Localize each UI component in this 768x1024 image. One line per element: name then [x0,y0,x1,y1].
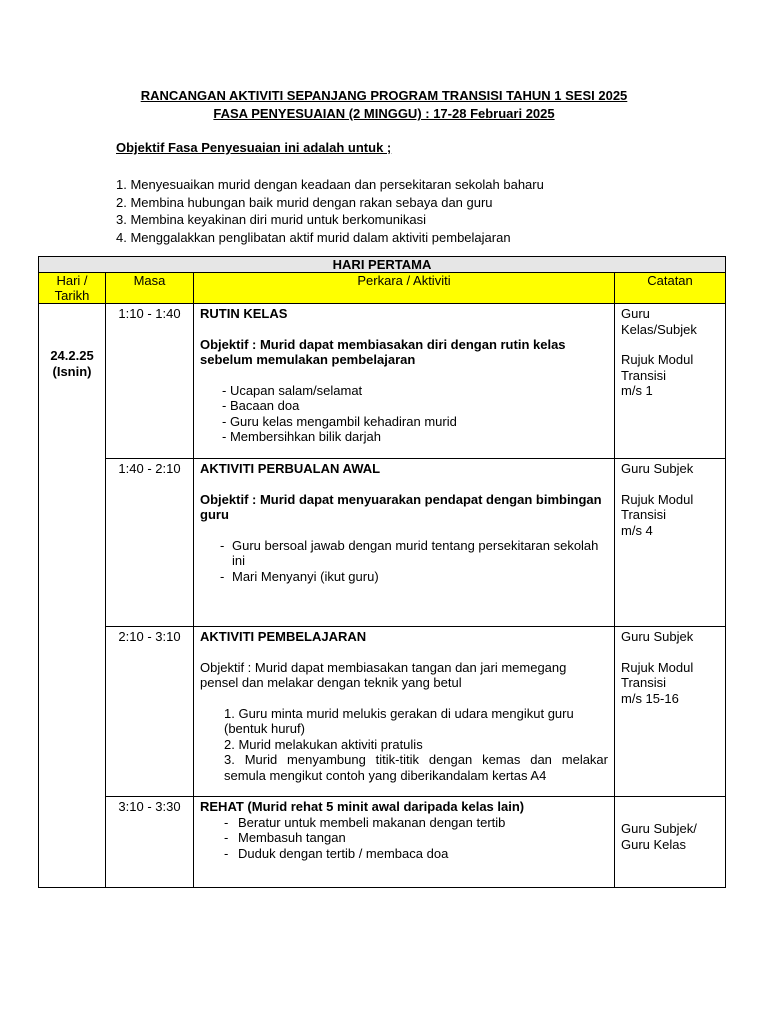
activity-item: 2. Murid melakukan aktiviti pratulis [224,736,423,752]
notes-line: Rujuk Modul Transisi [621,491,694,522]
notes-line: m/s 15-16 [621,690,679,706]
day-title: HARI PERTAMA [39,257,726,273]
notes-line: m/s 1 [621,383,653,398]
objective-item: 1. Menyesuaikan murid dengan keadaan dan persekitaran sekolah baharu [116,177,544,192]
activity-item: - Membersihkan bilik darjah [222,429,381,444]
header-hari-tarikh [39,273,106,304]
activity-cell [194,797,615,888]
time-cell: 3:10 - 3:30 [106,797,194,888]
notes-line: Guru Subjek/ [621,821,697,836]
objectives-list [116,176,544,246]
table-row [39,797,726,888]
activity-item: - Bacaan doa [222,398,300,413]
notes-cell [615,627,726,797]
header-masa: Masa [106,273,194,304]
activity-title: RUTIN KELAS [200,306,288,321]
objective-item: 4. Menggalakkan penglibatan aktif murid dalam aktiviti pembelajaran [116,229,511,245]
activity-item: - Ucapan salam/selamat [222,382,363,398]
activity-item: - Guru bersoal jawab dengan murid tentang persekitaran sekolah ini [220,537,599,568]
weekday-value: (Isnin) [52,364,92,379]
notes-line: Rujuk Modul Transisi [621,659,694,690]
table-row [39,459,726,627]
activity-title: AKTIVITI PEMBELAJARAN [200,629,367,644]
activity-cell [194,627,615,797]
activity-objective: Objektif : Murid dapat membiasakan tangan dan jari memegang pensel dan melakar dengan teknik yang betul [200,659,567,690]
notes-cell [615,459,726,627]
objective-item: 3. Membina keyakinan diri murid untuk berkomunikasi [116,212,426,227]
objective-item: 2. Membina hubungan baik murid dengan rakan sebaya dan guru [116,194,493,210]
activity-cell [194,304,615,459]
header-catatan: Catatan [615,273,726,304]
activity-item: - Guru kelas mengambil kehadiran murid [222,413,457,429]
table-row [39,304,726,459]
notes-cell [615,797,726,888]
activity-title: AKTIVITI PERBUALAN AWAL [200,461,381,476]
document-title: RANCANGAN AKTIVITI SEPANJANG PROGRAM TRANSISI TAHUN 1 SESI 2025 [140,88,628,103]
activity-item: 1. Guru minta murid melukis gerakan di udara mengikut guru (bentuk huruf) [224,705,574,736]
date-cell [39,304,106,888]
activity-title: REHAT (Murid rehat 5 minit awal daripada kelas lain) [200,799,525,814]
header-perkara: Perkara / Aktiviti [194,273,615,304]
notes-line: Guru Subjek [621,461,694,476]
table-row [39,627,726,797]
notes-line: m/s 4 [621,522,653,538]
time-cell: 1:40 - 2:10 [106,459,194,627]
objectives-heading: Objektif Fasa Penyesuaian ini adalah untuk ; [116,140,392,155]
notes-line: Guru Kelas/Subjek [621,306,697,337]
notes-line: Rujuk Modul Transisi [621,352,694,383]
notes-line: Guru Kelas [621,836,687,852]
notes-cell [615,304,726,459]
document-subtitle: FASA PENYESUAIAN (2 MINGGU) : 17-28 Februari 2025 [213,106,555,121]
activity-item: - Duduk dengan tertib / membaca doa [224,845,449,861]
notes-line: Guru Subjek [621,629,694,644]
activity-objective: Objektif : Murid dapat menyuarakan pendapat dengan bimbingan guru [200,491,602,522]
activity-objective: Objektif : Murid dapat membiasakan diri dengan rutin kelas sebelum memulakan pembelajaran [200,336,566,367]
activity-cell [194,459,615,627]
table-header-row [39,273,726,304]
activity-item: - Membasuh tangan [224,830,346,845]
date-value: 24.2.25 [50,348,94,363]
header-tarikh: Tarikh [54,288,90,303]
activity-item: 3. Murid menyambung titik-titik dengan kemas dan melakar semula mengikut contoh yang diberikandalam kertas A4 [224,752,608,783]
schedule-table [38,256,726,888]
activity-item: - Beratur untuk membeli makanan dengan tertib [224,814,506,830]
time-cell: 2:10 - 3:10 [106,627,194,797]
activity-item: - Mari Menyanyi (ikut guru) [220,568,379,584]
header-hari: Hari / [56,273,88,288]
time-cell: 1:10 - 1:40 [106,304,194,459]
